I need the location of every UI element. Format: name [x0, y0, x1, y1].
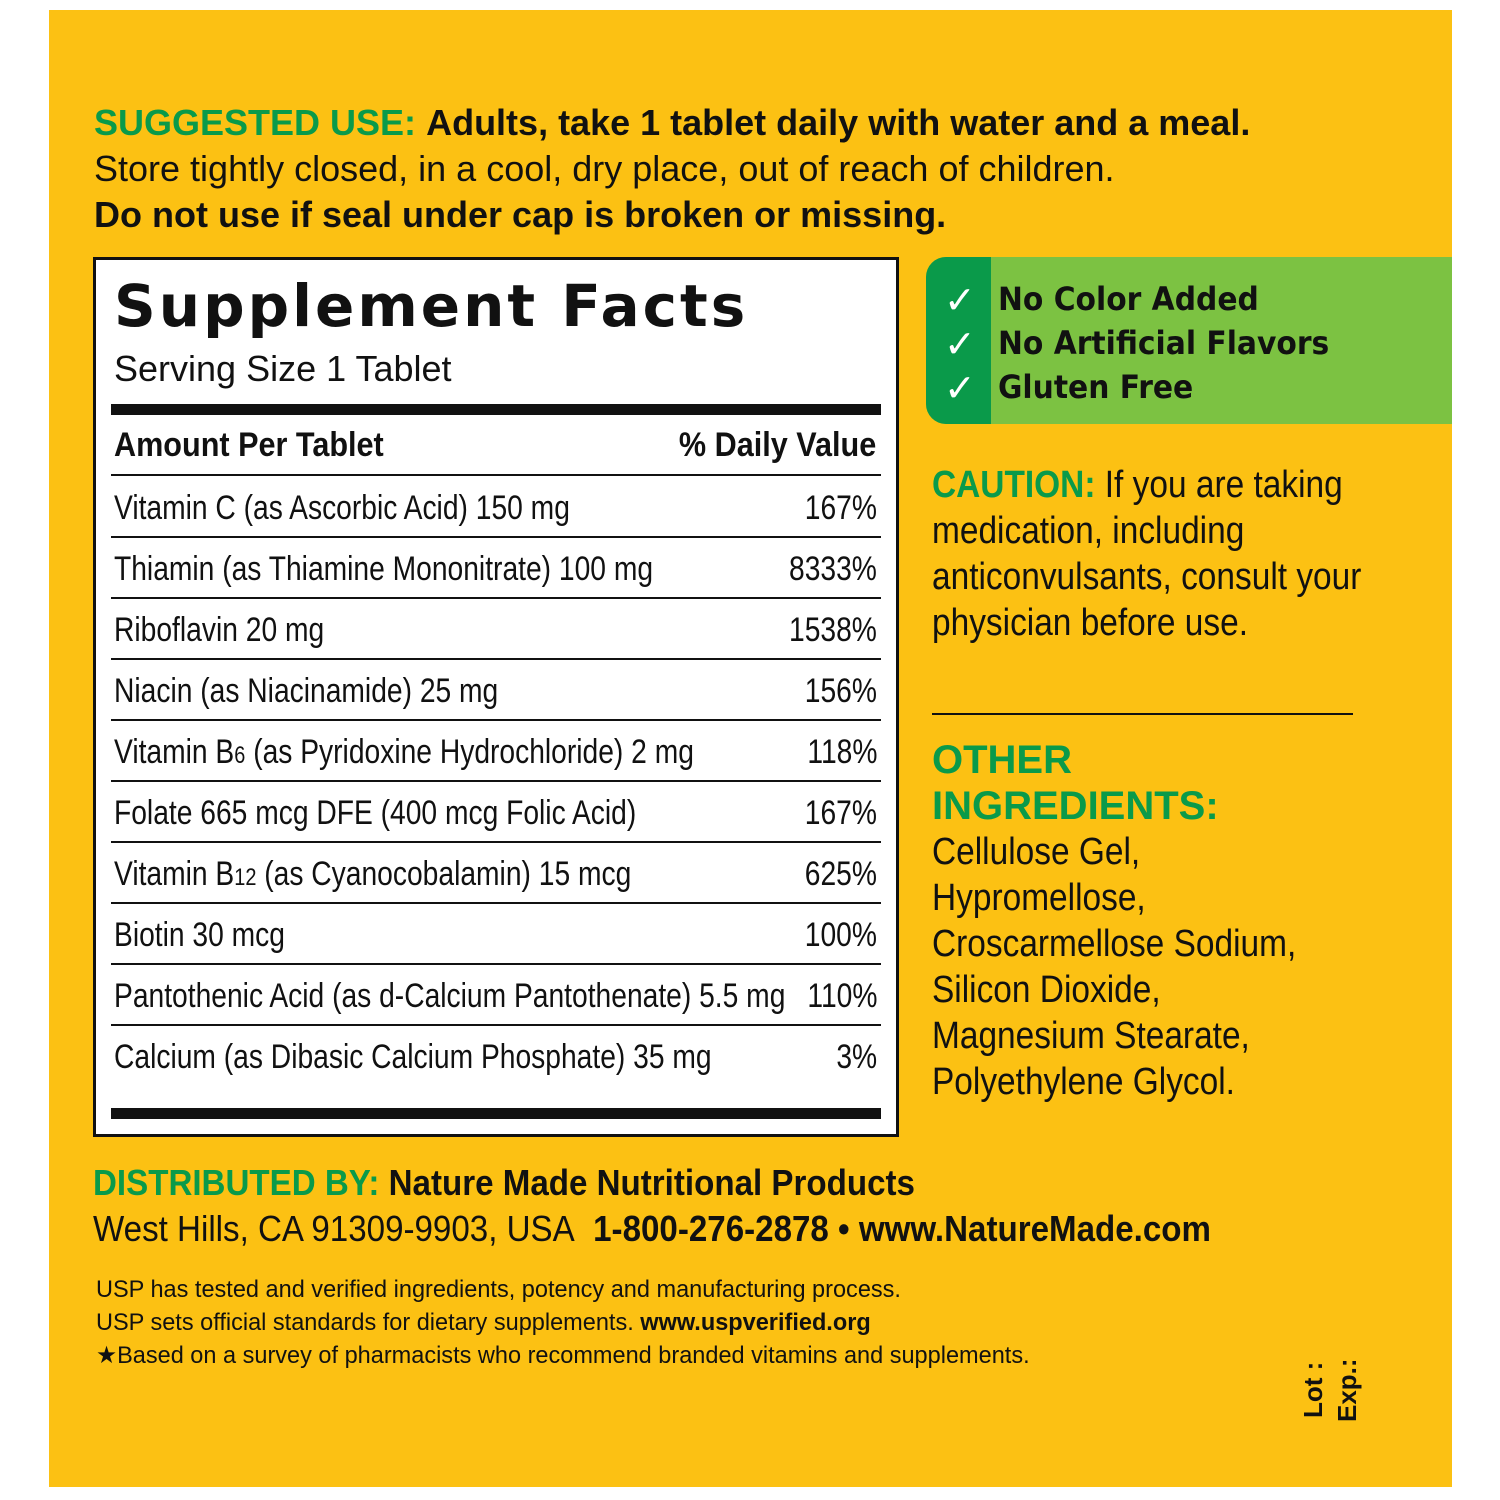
- facts-thick-divider: [111, 404, 881, 415]
- usp-standards-text: USP sets official standards for dietary supplements.: [96, 1309, 634, 1336]
- daily-value: 167%: [804, 794, 877, 832]
- facts-row: [111, 721, 881, 782]
- daily-value: 3%: [836, 1038, 877, 1076]
- distributor-contact-line: [93, 1206, 1211, 1252]
- nutrient-name: Calcium (as Dibasic Calcium Phosphate) 35 mg: [114, 1038, 712, 1076]
- nutrient-name-prefix: Vitamin B: [114, 855, 235, 893]
- nutrient-name: [114, 855, 631, 894]
- ingredient-item: Croscarmellose Sodium,: [932, 923, 1297, 965]
- suggested-use-instruction: Adults, take 1 tablet daily with water and a meal.: [426, 102, 1251, 143]
- claim-text: No Artificial Flavors: [998, 324, 1330, 362]
- ingredient-item: Silicon Dioxide,: [932, 969, 1161, 1011]
- other-ingredients-label-line2: INGREDIENTS:: [932, 784, 1219, 828]
- nutrient-name: Niacin (as Niacinamide) 25 mg: [114, 672, 499, 710]
- usp-section: [96, 1273, 1049, 1372]
- facts-rows: [111, 477, 881, 1087]
- distributor-phone: 1-800-276-2878: [593, 1208, 829, 1249]
- exp-label: Exp.:: [1332, 1358, 1362, 1422]
- suggested-use-label: SUGGESTED USE:: [94, 102, 417, 143]
- storage-instruction: Store tightly closed, in a cool, dry place, out of reach of children.: [94, 148, 1115, 189]
- amount-per-tablet-header: Amount Per Tablet: [114, 426, 384, 464]
- distributor-address: West Hills, CA 91309-9903, USA: [93, 1208, 575, 1249]
- facts-row: [111, 538, 881, 599]
- nutrient-name-suffix: (as Cyanocobalamin) 15 mcg: [256, 855, 632, 893]
- distributor-company: Nature Made Nutritional Products: [388, 1162, 915, 1203]
- claim-text: No Color Added: [998, 280, 1259, 318]
- daily-value: 156%: [804, 672, 877, 710]
- usp-website: www.uspverified.org: [640, 1309, 871, 1336]
- facts-row: [111, 660, 881, 721]
- daily-value-header: % Daily Value: [678, 426, 876, 464]
- facts-row: [111, 843, 881, 904]
- caution-label: CAUTION:: [932, 464, 1096, 506]
- distributor-section: [93, 1160, 1308, 1252]
- daily-value: 167%: [804, 489, 877, 527]
- nutrient-name: Thiamin (as Thiamine Mononitrate) 100 mg: [114, 550, 654, 588]
- nutrient-name-suffix: (as Pyridoxine Hydrochloride) 2 mg: [245, 733, 694, 771]
- lot-label: Lot :: [1298, 1361, 1328, 1418]
- nutrient-name: Vitamin C (as Ascorbic Acid) 150 mg: [114, 489, 570, 527]
- facts-bottom-divider: [111, 1108, 881, 1119]
- daily-value: 625%: [804, 855, 877, 893]
- usp-line-1: USP has tested and verified ingredients, potency and manufacturing process.: [96, 1276, 901, 1303]
- daily-value: 100%: [804, 916, 877, 954]
- nutrient-name-subscript: 6: [234, 742, 246, 769]
- nutrient-name-subscript: 12: [234, 864, 257, 891]
- lot-exp-area: [1296, 1360, 1376, 1420]
- suggested-use-section: [94, 100, 1394, 238]
- ingredient-item: Polyethylene Glycol.: [932, 1061, 1235, 1103]
- nutrient-name: Biotin 30 mcg: [114, 916, 285, 954]
- nutrient-name: [114, 733, 694, 772]
- daily-value: 8333%: [789, 550, 877, 588]
- seal-warning: Do not use if seal under cap is broken or missing.: [94, 194, 947, 235]
- facts-header-divider: [111, 474, 881, 476]
- other-ingredients-list: [932, 829, 1346, 1105]
- nutrient-name: Riboflavin 20 mg: [114, 611, 325, 649]
- other-ingredients-label: [932, 737, 1332, 829]
- distributed-by-label: DISTRIBUTED BY:: [93, 1162, 380, 1203]
- usp-survey-note: ★Based on a survey of pharmacists who recommend branded vitamins and supplements.: [96, 1342, 1030, 1369]
- other-ingredients-label-line1: OTHER: [932, 738, 1072, 782]
- ingredient-item: Magnesium Stearate,: [932, 1015, 1250, 1057]
- facts-row: [111, 782, 881, 843]
- serving-size: Serving Size 1 Tablet: [114, 348, 452, 389]
- usp-line-2: [96, 1306, 1030, 1339]
- ingredient-item: Cellulose Gel,: [932, 831, 1141, 873]
- separator-bullet: •: [838, 1208, 850, 1249]
- supplement-facts-panel: [93, 257, 899, 1137]
- facts-row: [111, 904, 881, 965]
- daily-value: 110%: [806, 977, 877, 1015]
- distributor-website: www.NatureMade.com: [858, 1208, 1211, 1249]
- claim-text: Gluten Free: [998, 368, 1194, 406]
- ingredient-item: Hypromellose,: [932, 877, 1146, 919]
- caution-divider: [932, 713, 1353, 715]
- facts-row: [111, 965, 881, 1026]
- distributor-line: [93, 1160, 1211, 1206]
- caution-section: [932, 462, 1372, 646]
- checkmark-icon: ✓: [944, 278, 976, 322]
- checkmark-icon: ✓: [944, 366, 976, 410]
- daily-value: 118%: [806, 733, 877, 771]
- checkmark-icon: ✓: [944, 322, 976, 366]
- caution-text: If you are taking medication, including anticonvulsants, consult your physician before use.: [932, 464, 1362, 644]
- suggested-use-line: [94, 100, 1394, 146]
- nutrient-name: Folate 665 mcg DFE (400 mcg Folic Acid): [114, 794, 637, 832]
- claims-banner: [926, 257, 1452, 424]
- facts-row: [111, 599, 881, 660]
- nutrient-name: Pantothenic Acid (as d-Calcium Pantothenate) 5.5 mg: [114, 977, 786, 1015]
- caution-paragraph: [932, 462, 1372, 646]
- facts-title: Supplement Facts: [114, 272, 749, 340]
- facts-row: [111, 477, 881, 538]
- daily-value: 1538%: [789, 611, 877, 649]
- facts-row: [111, 1026, 881, 1087]
- nutrient-name-prefix: Vitamin B: [114, 733, 235, 771]
